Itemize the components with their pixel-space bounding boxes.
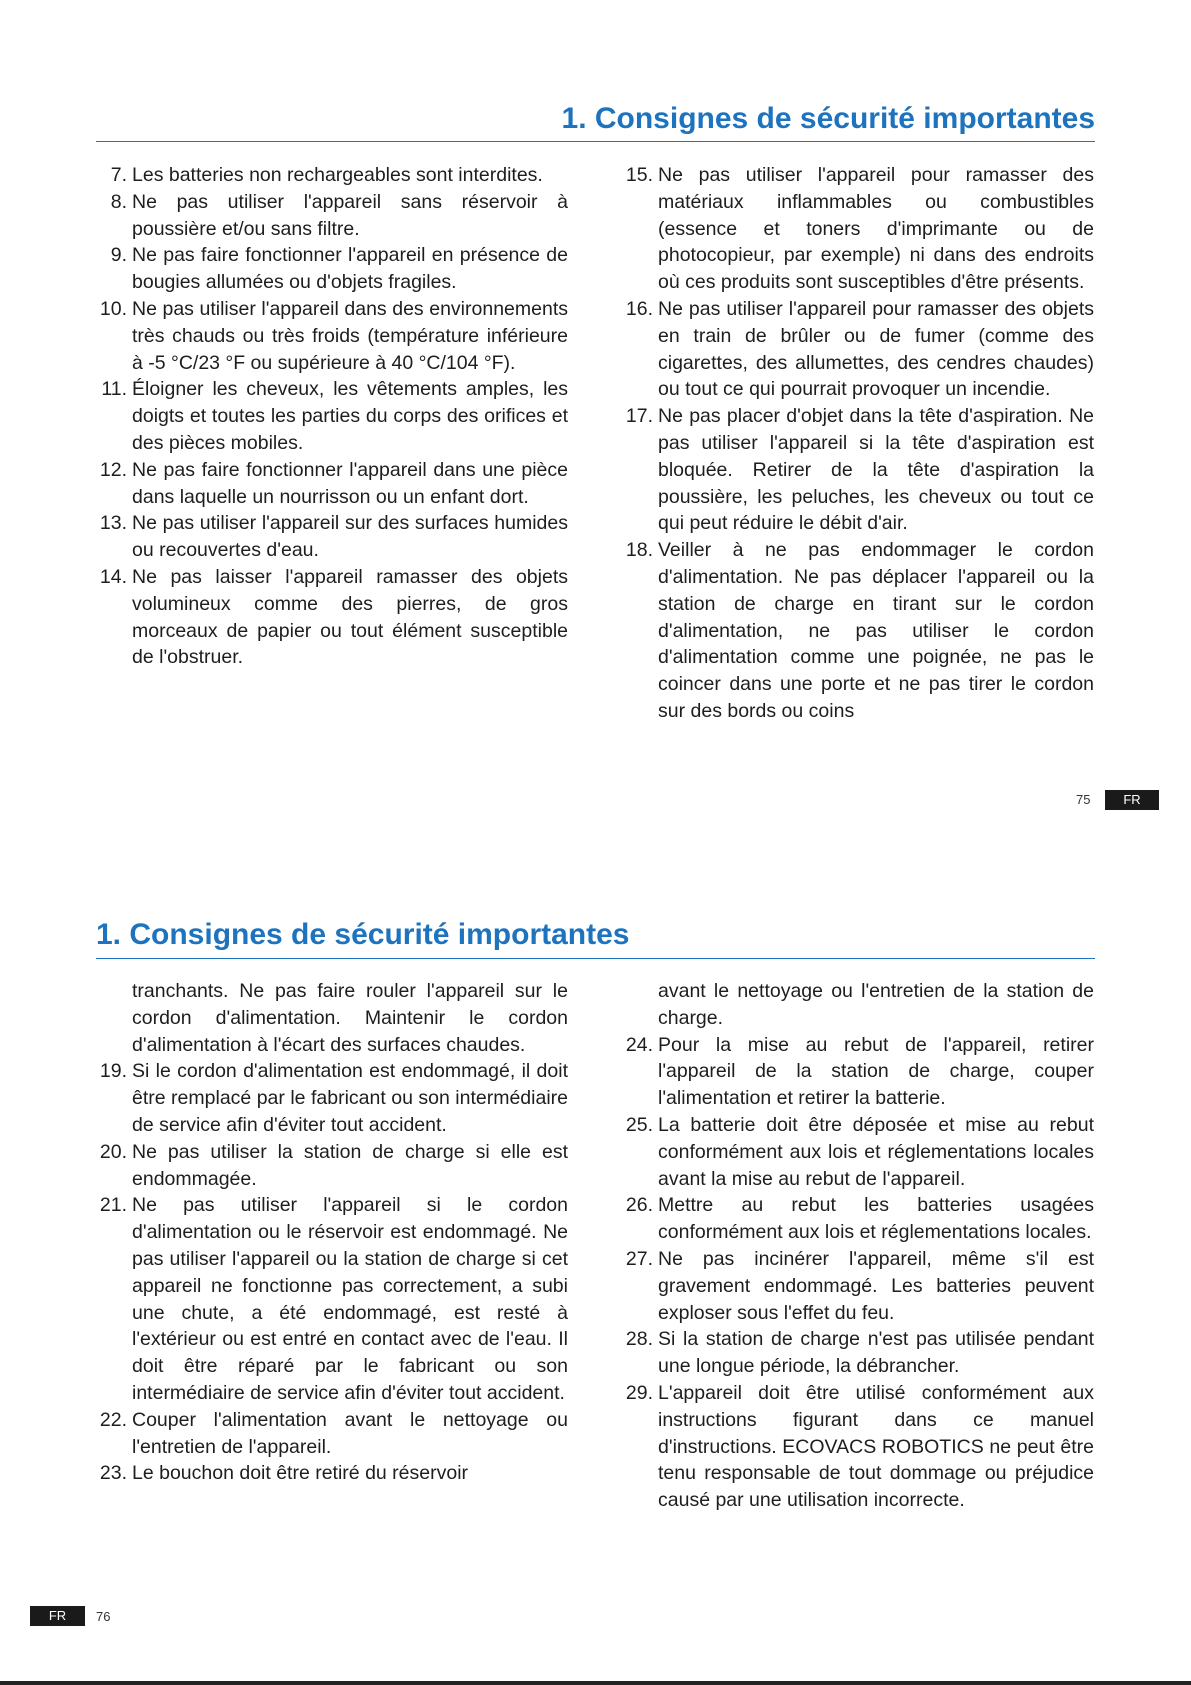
item-number: 28.	[625, 1328, 653, 1351]
item-text: Ne pas faire fonctionner l'appareil dans une pièce dans laquelle un nourrisson ou un enfant dort.	[132, 458, 568, 508]
list-item	[96, 457, 568, 511]
item-text: Ne pas faire fonctionner l'appareil en présence de bougies allumées ou d'objets fragiles.	[132, 244, 568, 294]
item-number: 23.	[99, 1462, 127, 1485]
item-text: Ne pas laisser l'appareil ramasser des objets volumineux comme des pierres, de gros morceaux de papier ou tout élément susceptible de l'obstruer.	[132, 565, 568, 669]
item-number: 21.	[99, 1194, 127, 1217]
item-number: 20.	[99, 1140, 127, 1163]
list-item	[622, 403, 1094, 537]
list-item	[96, 1058, 568, 1138]
list-item	[96, 1139, 568, 1193]
list-item	[622, 296, 1094, 403]
item-number: 8.	[110, 190, 127, 213]
list-item	[96, 510, 568, 564]
page-number: 76	[96, 1609, 111, 1624]
item-text: Ne pas utiliser l'appareil pour ramasser des matériaux inflammables ou combustibles (essence et toners d'imprimante ou de photocopieur, par exemple) ni dans des endroits où ces produits sont susceptibles d'être présents.	[658, 164, 1094, 294]
item-text: Ne pas utiliser l'appareil dans des environnements très chauds ou très froids (température inférieure à -5 °C/23 °F ou supérieure à 40 °C/104 °F).	[132, 297, 568, 374]
list-item	[96, 1192, 568, 1406]
item-number: 11.	[101, 378, 127, 401]
list-item	[96, 162, 568, 189]
list-item	[622, 1192, 1094, 1246]
list-item	[96, 376, 568, 456]
item-text: Ne pas incinérer l'appareil, même s'il est gravement endommagé. Les batteries peuvent exploser sous l'effet du feu.	[658, 1247, 1094, 1324]
page-75	[0, 0, 1191, 842]
item-number: 9.	[110, 244, 127, 267]
instructions-left-column	[96, 978, 568, 1487]
item-text: La batterie doit être déposée et mise au rebut conformément aux lois et réglementations locales avant la mise au rebut de l'appareil.	[658, 1113, 1094, 1190]
item-text: Ne pas utiliser l'appareil pour ramasser des objets en train de brûler ou de fumer (comme des cigarettes, des allumettes, des cendres chaudes) ou tout ce qui pourrait provoquer un incendie.	[658, 297, 1094, 401]
page-title: 1. Consignes de sécurité importantes	[96, 918, 630, 951]
item-number: 22.	[99, 1408, 127, 1431]
item-text: Éloigner les cheveux, les vêtements amples, les doigts et toutes les parties du corps des orifices et des pièces mobiles.	[132, 378, 568, 454]
page-76	[0, 842, 1191, 1684]
item-text: Ne pas placer d'objet dans la tête d'aspiration. Ne pas utiliser l'appareil si la tête d'aspiration est bloquée. Retirer de la tête d'aspiration la poussière, les peluches, les cheveux ou tout ce qui peut réduire le débit d'air.	[658, 405, 1094, 535]
list-item	[96, 1460, 568, 1487]
list-item	[622, 1246, 1094, 1326]
item-text: Couper l'alimentation avant le nettoyage ou l'entretien de l'appareil.	[132, 1408, 568, 1458]
language-badge: FR	[30, 1606, 85, 1626]
item-number: 19.	[99, 1060, 127, 1083]
item-number: 27.	[625, 1247, 653, 1270]
item-text: Les batteries non rechargeables sont interdites.	[132, 164, 543, 186]
item-text: Si le cordon d'alimentation est endommagé, il doit être remplacé par le fabricant ou son intermédiaire de service afin d'éviter tout accident.	[132, 1060, 568, 1136]
item-text: tranchants. Ne pas faire rouler l'appareil sur le cordon d'alimentation. Maintenir le cordon d'alimentation à l'écart des surfaces chaudes.	[132, 980, 568, 1056]
list-item-continuation	[96, 978, 568, 1058]
page-number: 75	[1076, 792, 1091, 807]
item-text: Ne pas utiliser l'appareil sur des surfaces humides ou recouvertes d'eau.	[132, 512, 568, 562]
page-bottom-border	[0, 1681, 1191, 1685]
list-item	[96, 564, 568, 671]
item-text: Veiller à ne pas endommager le cordon d'alimentation. Ne pas déplacer l'appareil ou la station de charge en tirant sur le cordon d'alimentation, ne pas utiliser le cordon d'alimentation comme une poignée, ne pas le coincer dans une porte et ne pas tirer le cordon sur des bords ou coins	[658, 539, 1094, 722]
list-item	[622, 1380, 1094, 1514]
list-item	[96, 296, 568, 376]
list-item-continuation	[622, 978, 1094, 1032]
list-item	[622, 162, 1094, 296]
item-number: 16.	[625, 297, 653, 320]
list-item	[622, 1032, 1094, 1112]
item-number: 15.	[625, 164, 653, 186]
item-text: Ne pas utiliser la station de charge si elle est endommagée.	[132, 1140, 568, 1190]
item-text: L'appareil doit être utilisé conformément aux instructions figurant dans ce manuel d'instructions. ECOVACS ROBOTICS ne peut être tenu responsable de tout dommage ou préjudice causé par une utilisation incorrecte.	[658, 1381, 1094, 1512]
list-item	[96, 1407, 568, 1461]
item-number: 14.	[99, 565, 127, 588]
item-number: 10.	[99, 297, 127, 320]
instructions-right-column	[622, 162, 1094, 725]
item-number: 13.	[99, 512, 127, 535]
item-number: 12.	[99, 458, 127, 481]
item-text: Pour la mise au rebut de l'appareil, retirer l'appareil de la station de charge, couper l'alimentation et retirer la batterie.	[658, 1033, 1094, 1110]
title-rule	[96, 958, 1095, 959]
item-number: 26.	[625, 1194, 653, 1217]
item-text: Le bouchon doit être retiré du réservoir	[132, 1462, 469, 1485]
list-item	[96, 189, 568, 243]
item-number: 29.	[625, 1381, 653, 1404]
list-item	[96, 242, 568, 296]
instructions-left-column	[96, 162, 568, 671]
list-item	[622, 537, 1094, 725]
list-item	[622, 1112, 1094, 1192]
instructions-right-column	[622, 978, 1094, 1514]
list-item	[622, 1326, 1094, 1380]
item-text: Mettre au rebut les batteries usagées conformément aux lois et réglementations locales.	[658, 1194, 1094, 1244]
item-number: 17.	[625, 405, 653, 428]
item-text: Ne pas utiliser l'appareil sans réservoir à poussière et/ou sans filtre.	[132, 190, 568, 240]
item-text: Si la station de charge n'est pas utilisée pendant une longue période, la débrancher.	[658, 1328, 1094, 1378]
item-number: 18.	[625, 539, 653, 562]
item-text: avant le nettoyage ou l'entretien de la station de charge.	[658, 980, 1094, 1029]
item-number: 25.	[625, 1113, 653, 1136]
page-title: 1. Consignes de sécurité importantes	[561, 102, 1095, 135]
title-rule	[96, 141, 1095, 142]
item-number: 24.	[625, 1033, 653, 1056]
item-text: Ne pas utiliser l'appareil si le cordon d'alimentation ou le réservoir est endommagé. Ne pas utiliser l'appareil ou la station de charge si cet appareil ne fonctionne pas correctement, a subi une chute, a été endommagé, est resté à l'extérieur ou est entré en contact avec de l'eau. Il doit être réparé par le fabricant ou son intermédiaire de service afin d'éviter tout accident.	[132, 1194, 568, 1404]
language-badge: FR	[1105, 790, 1159, 810]
item-number: 7.	[110, 164, 127, 186]
